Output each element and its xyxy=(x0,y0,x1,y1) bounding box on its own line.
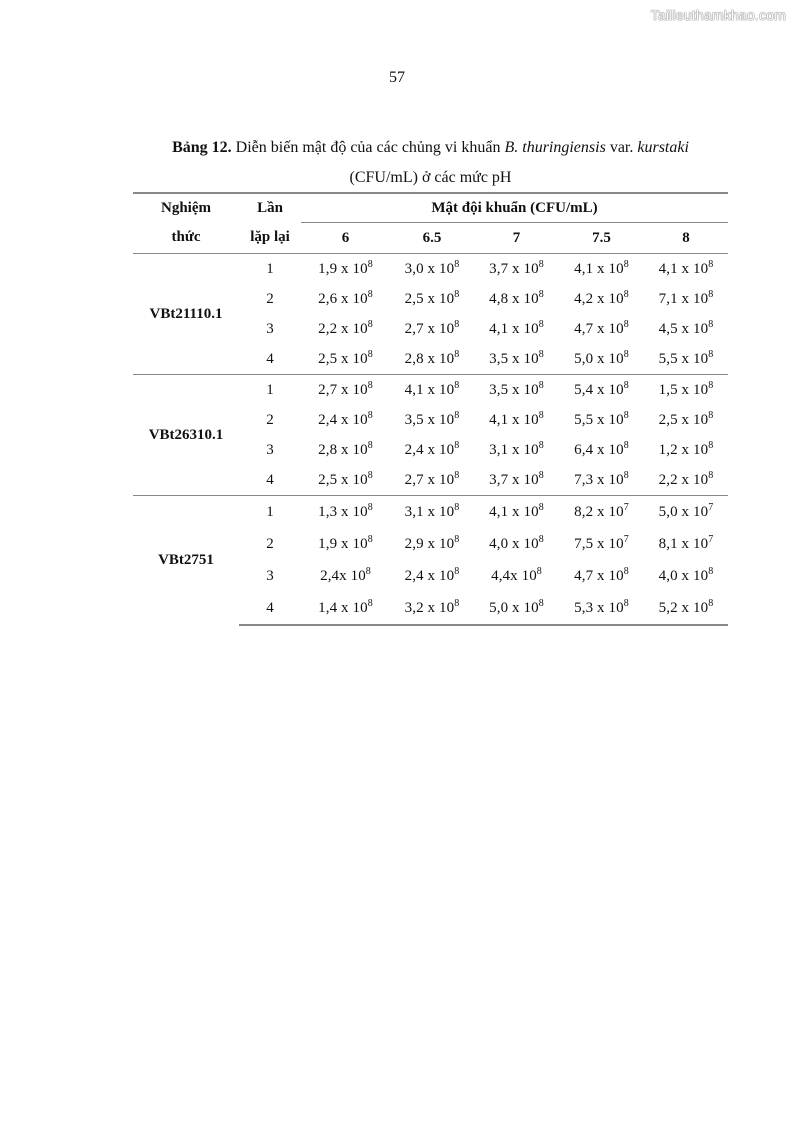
replicate-number: 3 xyxy=(266,320,274,337)
value-cell: 4,0 x $10^8$ xyxy=(658,565,714,584)
caption-text-1: Diễn biến mật độ của các chủng vi khuẩn xyxy=(231,139,505,156)
value-cell: 3,5 x $10^8$ xyxy=(404,409,460,428)
value-cell: 2,4 x $10^8$ xyxy=(404,439,460,458)
value-cell: 3,7 x $10^8$ xyxy=(489,469,544,488)
replicate-number: 4 xyxy=(239,592,301,625)
value-cell: 1,5 x $10^8$ xyxy=(644,375,728,406)
group-vbt2751 xyxy=(133,496,728,626)
value-cell: 4,1 x $10^8$ xyxy=(474,496,559,529)
value-cell: 8,2 x $10^7$ xyxy=(559,496,644,529)
treatment-name: VBt2751 xyxy=(133,496,239,626)
value-cell: 2,4 x $10^8$ xyxy=(404,565,460,584)
header-treatment-line2: thức xyxy=(133,223,239,254)
replicate-number: 1 xyxy=(239,496,301,529)
value-cell: 2,6 x $10^8$ xyxy=(318,288,373,307)
header-replicate-line1: Lần xyxy=(239,193,301,223)
caption-line-2: (CFU/mL) ở các mức pH xyxy=(349,169,512,186)
replicate-number: 3 xyxy=(266,567,274,584)
replicate-number: 2 xyxy=(266,290,274,307)
value-cell: 7,3 x $10^8$ xyxy=(574,469,629,488)
value-cell: 3,1 x $10^8$ xyxy=(489,439,544,458)
value-cell: 4,1 x $10^8$ xyxy=(644,254,728,285)
value-cell: 6,4 x $10^8$ xyxy=(574,439,629,458)
value-cell: 4,5 x $10^8$ xyxy=(658,318,714,337)
treatment-name: VBt21110.1 xyxy=(133,254,239,375)
value-cell: 2,2 x $10^8$ xyxy=(658,469,714,488)
value-cell: 2,7 x $10^8$ xyxy=(404,318,460,337)
replicate-number: 4 xyxy=(266,471,274,488)
value-cell: 2,8 x $10^8$ xyxy=(404,348,460,367)
value-cell: 3,7 x $10^8$ xyxy=(474,254,559,285)
value-cell: 4,2 x $10^8$ xyxy=(574,288,629,307)
value-cell: 1,3 x $10^8$ xyxy=(301,496,390,529)
value-cell: 8,1 x $10^7$ xyxy=(658,533,714,552)
value-cell: 1,2 x $10^8$ xyxy=(658,439,714,458)
table-row xyxy=(133,254,728,285)
value-cell: 1,4 x $10^8$ xyxy=(301,592,390,625)
header-ph-6: 6 xyxy=(301,223,390,254)
replicate-number: 4 xyxy=(266,350,274,367)
value-cell: 4,1 x $10^8$ xyxy=(559,254,644,285)
value-cell: 2,8 x $10^8$ xyxy=(318,439,373,458)
value-cell: 5,0 x $10^7$ xyxy=(644,496,728,529)
header-ph-8: 8 xyxy=(644,223,728,254)
value-cell: 7,5 x $10^7$ xyxy=(574,533,629,552)
header-ph-7-5: 7.5 xyxy=(559,223,644,254)
replicate-number: 2 xyxy=(266,535,274,552)
value-cell: 4,4x $10^8$ xyxy=(491,565,542,584)
value-cell: 1,9 x $10^8$ xyxy=(318,533,373,552)
page-number: 57 xyxy=(389,69,405,86)
value-cell: 2,5 x $10^8$ xyxy=(404,288,460,307)
value-cell: 1,9 x $10^8$ xyxy=(301,254,390,285)
value-cell: 2,5 x $10^8$ xyxy=(318,469,373,488)
table-caption xyxy=(133,133,728,193)
value-cell: 2,4x $10^8$ xyxy=(320,565,371,584)
caption-line-1 xyxy=(133,133,728,163)
value-cell: 4,1 x $10^8$ xyxy=(489,409,544,428)
value-cell: 7,1 x $10^8$ xyxy=(658,288,714,307)
density-table xyxy=(133,192,728,626)
header-ph-7: 7 xyxy=(474,223,559,254)
value-cell: 2,7 x $10^8$ xyxy=(301,375,390,406)
value-cell: 4,7 x $10^8$ xyxy=(574,565,629,584)
replicate-number: 1 xyxy=(239,254,301,285)
value-cell: 5,0 x $10^8$ xyxy=(474,592,559,625)
value-cell: 2,5 x $10^8$ xyxy=(318,348,373,367)
header-treatment-line1: Nghiệm xyxy=(133,193,239,223)
value-cell: 5,0 x $10^8$ xyxy=(574,348,629,367)
value-cell: 4,8 x $10^8$ xyxy=(489,288,544,307)
value-cell: 5,5 x $10^8$ xyxy=(574,409,629,428)
header-density: Mật đội khuẩn (CFU/mL) xyxy=(301,193,728,223)
watermark: Tailieuthamkhao.com xyxy=(650,7,786,23)
value-cell: 3,0 x $10^8$ xyxy=(390,254,474,285)
table-row xyxy=(133,375,728,406)
value-cell: 2,7 x $10^8$ xyxy=(404,469,460,488)
table-row xyxy=(133,496,728,529)
value-cell: 3,5 x $10^8$ xyxy=(474,375,559,406)
replicate-number: 2 xyxy=(266,411,274,428)
header-ph-6-5: 6.5 xyxy=(390,223,474,254)
caption-species: B. thuringiensis xyxy=(504,139,606,156)
value-cell: 3,2 x $10^8$ xyxy=(390,592,474,625)
value-cell: 2,2 x $10^8$ xyxy=(318,318,373,337)
header-row-1 xyxy=(133,193,728,223)
caption-variety: kurstaki xyxy=(637,139,689,156)
value-cell: 4,0 x $10^8$ xyxy=(489,533,544,552)
value-cell: 2,9 x $10^8$ xyxy=(404,533,460,552)
value-cell: 2,5 x $10^8$ xyxy=(658,409,714,428)
value-cell: 3,1 x $10^8$ xyxy=(390,496,474,529)
group-vbt21110 xyxy=(133,254,728,375)
replicate-number: 1 xyxy=(239,375,301,406)
caption-label: Bảng 12. xyxy=(172,139,232,156)
value-cell: 4,1 x $10^8$ xyxy=(489,318,544,337)
value-cell: 2,4 x $10^8$ xyxy=(318,409,373,428)
value-cell: 5,2 x $10^8$ xyxy=(644,592,728,625)
replicate-number: 3 xyxy=(266,441,274,458)
header-row-2 xyxy=(133,223,728,254)
group-vbt26310 xyxy=(133,375,728,496)
caption-text-2: var. xyxy=(605,139,638,156)
treatment-name: VBt26310.1 xyxy=(133,375,239,496)
value-cell: 5,3 x $10^8$ xyxy=(559,592,644,625)
header-replicate-line2: lặp lại xyxy=(239,223,301,254)
value-cell: 4,1 x $10^8$ xyxy=(390,375,474,406)
value-cell: 5,4 x $10^8$ xyxy=(559,375,644,406)
value-cell: 4,7 x $10^8$ xyxy=(574,318,629,337)
value-cell: 5,5 x $10^8$ xyxy=(658,348,714,367)
value-cell: 3,5 x $10^8$ xyxy=(489,348,544,367)
